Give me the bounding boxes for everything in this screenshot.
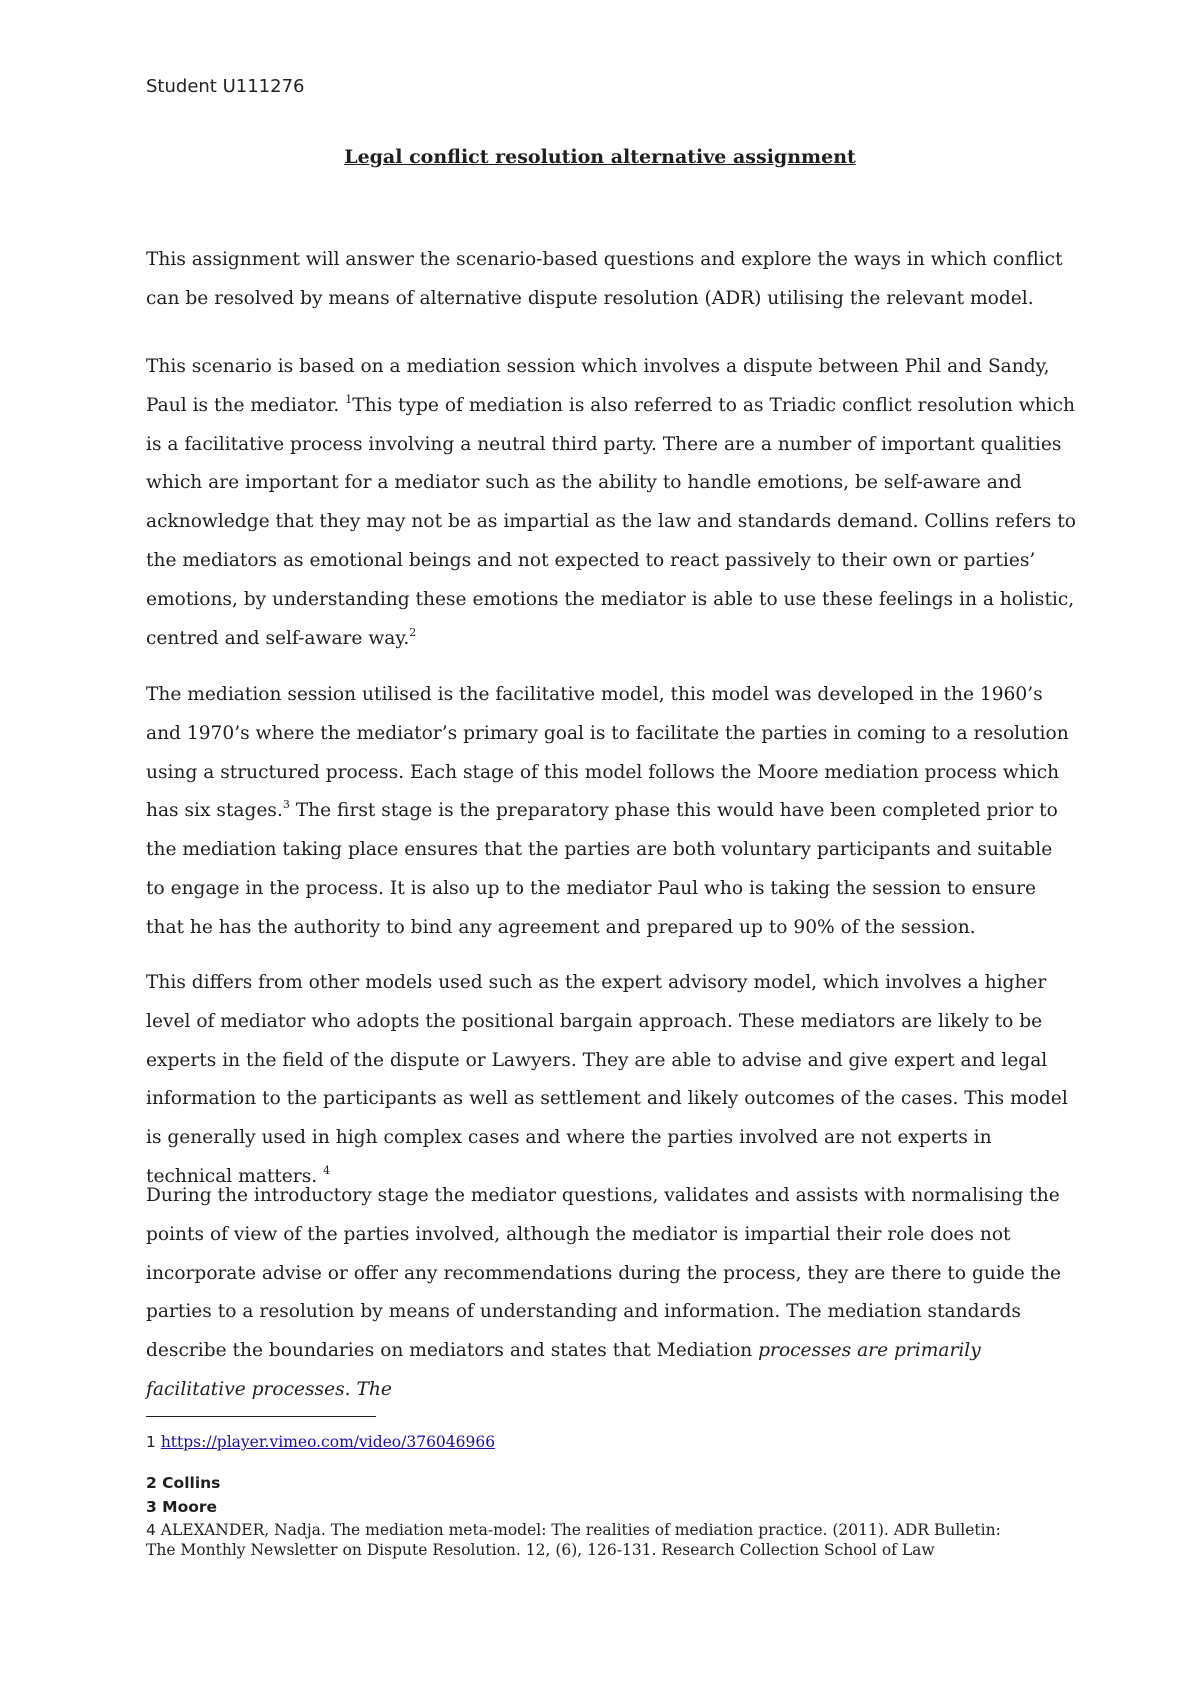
footnote-separator: [146, 1416, 376, 1417]
paragraph-text: The mediation session utilised is the facilitative model, this model was developed in the 1960’s and 1970’s where the mediator’s primary goal is to facilitate the parties in coming to a resolution using a structured process. Each stage of this model follows the Moore mediation process which has six stages.: [146, 684, 1069, 822]
footnote-ref-3[interactable]: 3: [282, 798, 290, 812]
footnote-ref-4[interactable]: 4: [323, 1163, 331, 1177]
footnote-3: [146, 1497, 1066, 1517]
paragraph-text: This differs from other models used such as the expert advisory model, which involves a higher level of mediator who adopts the positional bargain approach. These mediators are likely to be experts in the field of the dispute or Lawyers. They are able to advise and give expert and legal information to the participants as well as settlement and likely outcomes of the cases. This model is generally used in high complex cases and where the parties involved are not experts in technical matters.: [146, 972, 1068, 1187]
paragraph-introductory-stage: [146, 1177, 1076, 1410]
footnote-text: ALEXANDER, Nadja. The mediation meta-model: The realities of mediation practice. (2011). ADR Bulletin: The Monthly Newsletter on Dispute Resolution. 12, (6), 126-131. Research Collection School of Law: [146, 1521, 1001, 1559]
footnote-number: 1: [146, 1433, 156, 1451]
paragraph-text: The first stage is the preparatory phase this would have been completed prior to the mediation taking place ensures that the parties are both voluntary participants and suitable to engage in the process. It is also up to the mediator Paul who is taking the session to ensure that he has the authority to bind any agreement and prepared up to 90% of the session.: [146, 800, 1058, 938]
paragraph-italic-text: processes are primarily facilitative processes. The: [146, 1340, 981, 1400]
paragraph-facilitative-model: [146, 676, 1076, 948]
paragraph-text: During the introductory stage the mediator questions, validates and assists with normalising the points of view of the parties involved, although the mediator is impartial their role does not incorporate advise or offer any recommendations during the process, they are there to guide the parties to a resolution by means of understanding and information. The mediation standards describe the boundaries on mediators and states that Mediation: [146, 1185, 1062, 1362]
footnote-ref-2[interactable]: 2: [409, 625, 417, 639]
paragraph-intro: [146, 241, 1076, 319]
paragraph-text: This assignment will answer the scenario-based questions and explore the ways in which conflict can be resolved by means of alternative dispute resolution (ADR) utilising the relevant model.: [146, 249, 1063, 309]
footnote-text: 3 Moore: [146, 1498, 218, 1516]
footnote-text: 2 Collins: [146, 1474, 221, 1492]
footnote-4: [146, 1520, 1026, 1560]
paragraph-text: This type of mediation is also referred to as Triadic conflict resolution which is a facilitative process involving a neutral third party. There are a number of important qualities which are important for a mediator such as the ability to handle emotions, be self-aware and acknowledge that they may not be as impartial as the law and standards demand. Collins refers to the mediators as emotional beings and not expected to react passively to their own or parties’ emotions, by understanding these emotions the mediator is able to use these feelings in a holistic, centred and self-aware way.: [146, 394, 1076, 649]
paragraph-text: This scenario is based on a mediation session which involves a dispute between Phil and Sandy, Paul is the mediator.: [146, 356, 1050, 416]
footnote-link[interactable]: https://player.vimeo.com/video/376046966: [160, 1433, 496, 1451]
footnote-ref-1[interactable]: 1: [345, 392, 353, 406]
paragraph-scenario: [146, 348, 1076, 658]
document-title: Legal conflict resolution alternative assignment: [344, 146, 856, 168]
footnote-1: [146, 1432, 1066, 1452]
footnote-number: 4: [146, 1521, 156, 1539]
page-header-student-id: Student U111276: [146, 76, 305, 97]
paragraph-expert-model: [146, 964, 1076, 1197]
footnote-2: [146, 1473, 1066, 1493]
